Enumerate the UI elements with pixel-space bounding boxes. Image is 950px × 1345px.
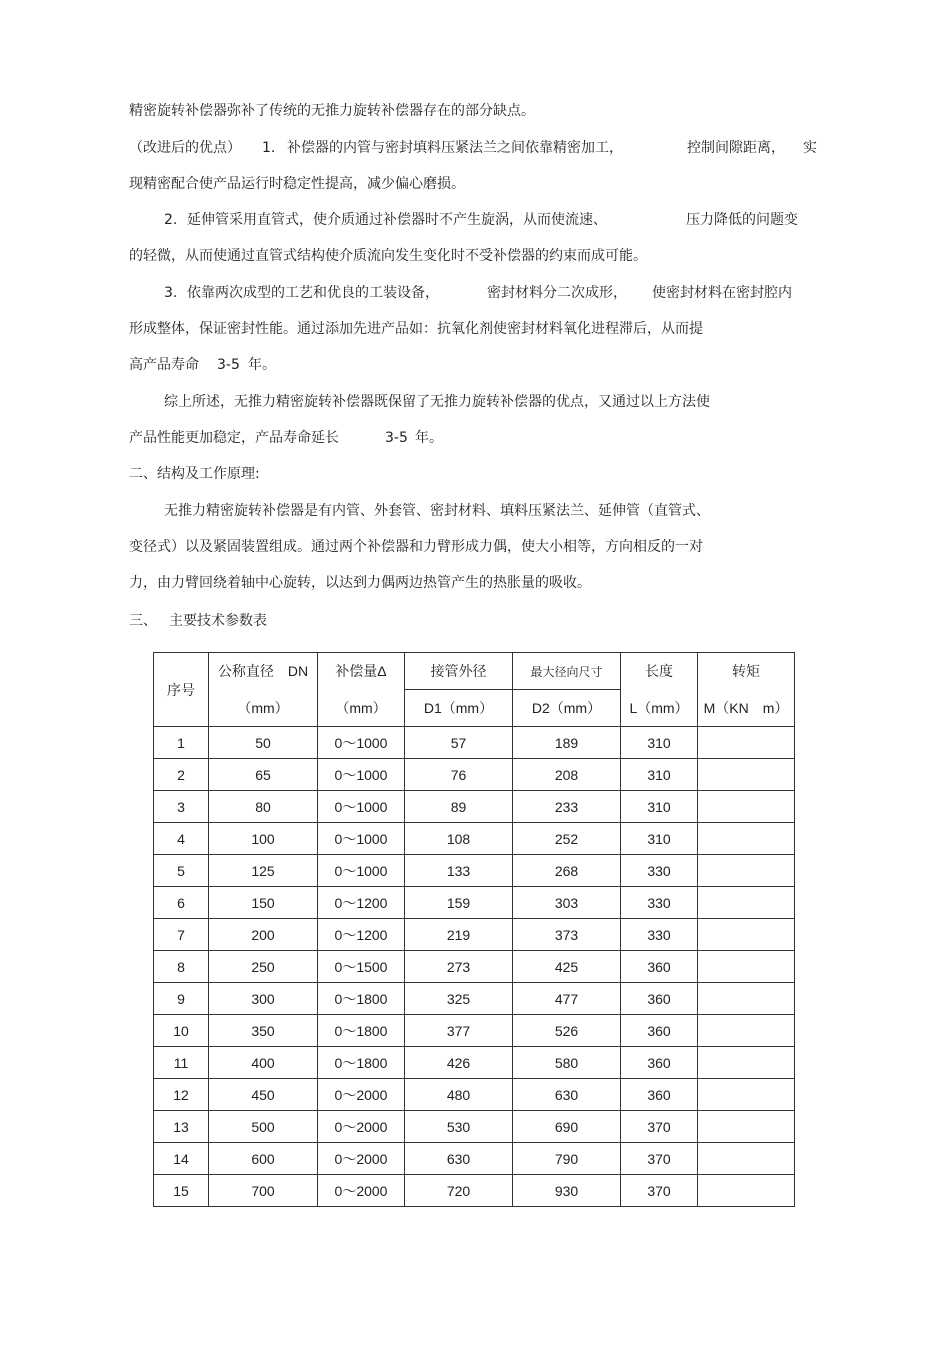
cell-dn: 125 [209,855,318,887]
cell-seq: 1 [154,727,209,759]
table-row [154,1111,795,1143]
cell-torque [698,855,795,887]
table-row [154,887,795,919]
table-row [154,951,795,983]
cell-seq: 8 [154,951,209,983]
cell-d2: 268 [513,855,621,887]
header-compensation: 补偿量Δ [318,653,405,690]
lifespan-value: 3-5 [217,357,240,373]
table-body [154,727,795,1207]
table-row [154,855,795,887]
cell-length: 330 [621,855,698,887]
cell-torque [698,823,795,855]
cell-d1: 377 [405,1015,513,1047]
table-row [154,759,795,791]
cell-torque [698,727,795,759]
cell-torque [698,887,795,919]
cell-compensation: 0～2000 [318,1079,405,1111]
cell-d2: 233 [513,791,621,823]
header-torque: 转矩 [698,653,795,690]
table-row [154,1047,795,1079]
item-number-2: 2. [164,212,178,228]
cell-length: 310 [621,759,698,791]
cell-compensation: 0～1000 [318,855,405,887]
cell-d2: 303 [513,887,621,919]
cell-dn: 300 [209,983,318,1015]
cell-torque [698,1015,795,1047]
cell-compensation: 0～1500 [318,951,405,983]
cell-seq: 12 [154,1079,209,1111]
cell-d2: 930 [513,1175,621,1207]
cell-compensation: 0～1000 [318,791,405,823]
header-seq: 序号 [154,653,209,727]
cell-torque [698,919,795,951]
cell-compensation: 0～2000 [318,1111,405,1143]
cell-dn: 350 [209,1015,318,1047]
cell-d2: 189 [513,727,621,759]
cell-seq: 11 [154,1047,209,1079]
cell-length: 360 [621,1047,698,1079]
cell-compensation: 0～2000 [318,1143,405,1175]
paragraph-10-text: 产品性能更加稳定，产品寿命延长 [129,430,339,446]
cell-dn: 500 [209,1111,318,1143]
paragraph-7-text: 形成整体，保证密封性能。通过添加先进产品如：抗氧化剂使密封材料氧化进程滞后，从而提 [129,321,703,337]
section-heading-2-text: 二、结构及工作原理: [129,466,260,482]
cell-compensation: 0～1200 [318,887,405,919]
cell-dn: 100 [209,823,318,855]
cell-torque [698,759,795,791]
section-heading-3-text: 主要技术参数表 [169,613,267,629]
header-length-unit: L（mm） [621,690,698,727]
cell-torque [698,951,795,983]
cell-compensation: 0～1000 [318,727,405,759]
cell-d1: 108 [405,823,513,855]
paragraph-6-text: 依靠两次成型的工艺和优良的工装设备， [187,285,439,301]
cell-seq: 10 [154,1015,209,1047]
cell-d2: 208 [513,759,621,791]
cell-seq: 5 [154,855,209,887]
cell-seq: 2 [154,759,209,791]
header-d1-unit: D1（mm） [405,690,513,727]
cell-d1: 480 [405,1079,513,1111]
table-row [154,823,795,855]
paragraph-6-text-b: 密封材料分二次成形， [487,285,627,301]
header-d1: 接管外径 [405,653,513,690]
cell-dn: 80 [209,791,318,823]
cell-dn: 600 [209,1143,318,1175]
cell-d2: 526 [513,1015,621,1047]
paragraph-12-text: 变径式）以及紧固装置组成。通过两个补偿器和力臂形成力偶，使大小相等，方向相反的一对 [129,539,703,555]
cell-torque [698,983,795,1015]
cell-seq: 15 [154,1175,209,1207]
cell-length: 370 [621,1175,698,1207]
header-torque-unit: M（KN m） [698,690,795,727]
cell-length: 310 [621,791,698,823]
cell-seq: 9 [154,983,209,1015]
item-number-3: 3. [164,285,178,301]
header-compensation-unit: （mm） [318,690,405,727]
table-header-row [154,653,795,690]
cell-d1: 76 [405,759,513,791]
cell-dn: 50 [209,727,318,759]
cell-seq: 6 [154,887,209,919]
cell-length: 360 [621,983,698,1015]
table-row [154,919,795,951]
cell-compensation: 0～1800 [318,1015,405,1047]
cell-d1: 219 [405,919,513,951]
cell-d2: 790 [513,1143,621,1175]
cell-length: 330 [621,919,698,951]
cell-dn: 65 [209,759,318,791]
table-row [154,1079,795,1111]
table-row [154,727,795,759]
paragraph-2-text: 补偿器的内管与密封填料压紧法兰之间依靠精密加工， [287,140,623,156]
cell-compensation: 0～2000 [318,1175,405,1207]
cell-torque [698,1047,795,1079]
cell-d1: 530 [405,1111,513,1143]
cell-d1: 57 [405,727,513,759]
cell-seq: 14 [154,1143,209,1175]
header-d2-unit: D2（mm） [513,690,621,727]
cell-torque [698,1175,795,1207]
table-row [154,1143,795,1175]
table-row [154,1175,795,1207]
cell-dn: 450 [209,1079,318,1111]
cell-d1: 630 [405,1143,513,1175]
paragraph-10-text-b: 年。 [415,430,443,446]
paragraph-8-text-b: 年。 [248,357,276,373]
cell-dn: 250 [209,951,318,983]
cell-length: 360 [621,1015,698,1047]
cell-d1: 273 [405,951,513,983]
cell-torque [698,791,795,823]
cell-d2: 690 [513,1111,621,1143]
cell-d2: 252 [513,823,621,855]
cell-d1: 133 [405,855,513,887]
cell-length: 360 [621,1079,698,1111]
cell-dn: 150 [209,887,318,919]
cell-length: 370 [621,1111,698,1143]
cell-dn: 200 [209,919,318,951]
cell-d1: 159 [405,887,513,919]
cell-d2: 425 [513,951,621,983]
cell-d1: 325 [405,983,513,1015]
table-row [154,983,795,1015]
paragraph-1-text: 精密旋转补偿器弥补了传统的无推力旋转补偿器存在的部分缺点。 [129,103,535,119]
cell-seq: 4 [154,823,209,855]
cell-compensation: 0～1000 [318,823,405,855]
paragraph-9-text: 综上所述，无推力精密旋转补偿器既保留了无推力旋转补偿器的优点，又通过以上方法使 [164,394,710,410]
technical-parameters-table [153,652,795,1207]
cell-length: 330 [621,887,698,919]
cell-dn: 400 [209,1047,318,1079]
paragraph-13-text: 力，由力臂回绕着轴中心旋转，以达到力偶两边热管产生的热胀量的吸收。 [129,575,591,591]
paragraph-4-text: 延伸管采用直管式，使介质通过补偿器时不产生旋涡，从而使流速、 [187,212,607,228]
header-length: 长度 [621,653,698,690]
paragraph-4-text-b: 压力降低的问题变 [686,212,798,228]
cell-torque [698,1143,795,1175]
cell-length: 370 [621,1143,698,1175]
paragraph-8-text: 高产品寿命 [129,357,199,373]
paragraph-2-text-c: 实 [803,140,817,156]
cell-compensation: 0～1200 [318,919,405,951]
cell-seq: 3 [154,791,209,823]
paragraph-5-text: 的轻微，从而使通过直管式结构使介质流向发生变化时不受补偿器的约束而成可能。 [129,248,647,264]
cell-d2: 580 [513,1047,621,1079]
cell-compensation: 0～1000 [318,759,405,791]
cell-d1: 426 [405,1047,513,1079]
cell-seq: 7 [154,919,209,951]
paragraph-6-text-c: 使密封材料在密封腔内 [652,285,792,301]
paragraph-11-text: 无推力精密旋转补偿器是有内管、外套管、密封材料、填料压紧法兰、延伸管（直管式、 [164,503,710,519]
cell-torque [698,1111,795,1143]
header-dn: 公称直径 DN [209,653,318,690]
cell-compensation: 0～1800 [318,1047,405,1079]
cell-length: 310 [621,823,698,855]
cell-d1: 720 [405,1175,513,1207]
improvement-label: （改进后的优点） [129,140,241,156]
paragraph-3-text: 现精密配合使产品运行时稳定性提高，减少偏心磨损。 [129,176,465,192]
item-number-1: 1. [262,140,276,156]
cell-compensation: 0～1800 [318,983,405,1015]
cell-d2: 477 [513,983,621,1015]
header-d2: 最大径向尺寸 [513,653,621,690]
cell-d2: 630 [513,1079,621,1111]
lifespan-value-2: 3-5 [385,430,408,446]
table-header-row-units [154,690,795,727]
cell-length: 310 [621,727,698,759]
paragraph-2-text-b: 控制间隙距离， [687,140,785,156]
table-row [154,791,795,823]
header-dn-unit: （mm） [209,690,318,727]
cell-length: 360 [621,951,698,983]
cell-d2: 373 [513,919,621,951]
section-heading-3-number: 三、 [129,613,157,629]
cell-torque [698,1079,795,1111]
table-row [154,1015,795,1047]
cell-seq: 13 [154,1111,209,1143]
cell-d1: 89 [405,791,513,823]
cell-dn: 700 [209,1175,318,1207]
